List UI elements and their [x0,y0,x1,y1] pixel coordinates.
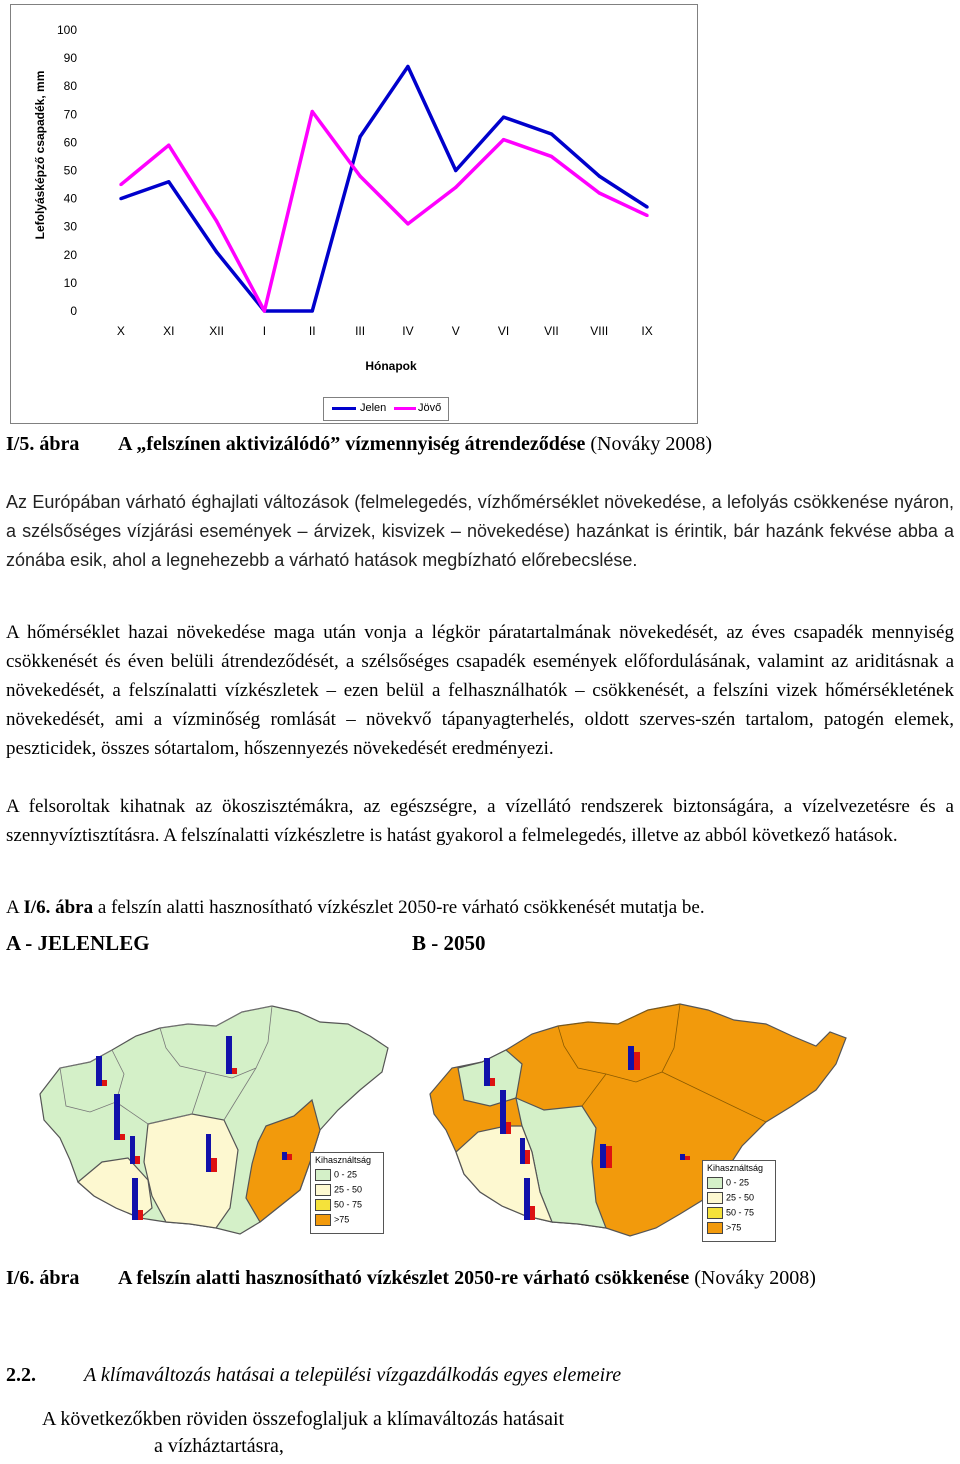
map-current-legend-title: Kihasználtság [315,1155,372,1165]
data-point [645,214,648,217]
data-point [311,110,314,113]
data-point [119,197,122,200]
legend-label-75: >75 [334,1214,350,1225]
data-point [358,175,361,178]
x-tick-label: VIII [590,324,609,338]
y-tick-label: 10 [63,275,77,290]
section-title: A klímaváltozás hatásai a települési vízgazdálkodás egyes elemeire [84,1364,622,1386]
legend-swatch-25-50 [315,1184,331,1196]
legend-label-0-25: 0 - 25 [726,1177,750,1188]
figure-5-title: A „felszínen aktivizálódó” vízmennyiség átrendeződése [118,433,586,455]
legend-label-50-75: 50 - 75 [726,1207,755,1218]
data-point [119,183,122,186]
series-line-jovo [121,111,647,311]
legend-label-jelen: Jelen [360,402,387,414]
data-point [454,169,457,172]
data-point [406,65,409,68]
legend-swatch-jelen [332,407,356,410]
data-point [502,116,505,119]
legend-swatch-75 [315,1214,331,1226]
legend-swatch-25-50 [707,1192,723,1204]
chart-legend [323,397,449,421]
data-point [215,250,218,253]
figure-6-caption [6,1264,954,1292]
map-2050-legend-row [707,1222,741,1234]
data-point [645,205,648,208]
figure-5-number: I/5. ábra [6,433,80,455]
data-point [406,222,409,225]
figure-ref-post: a felszín alatti hasznosítható vízkészlet 2050-re várható csökkenését mutatja be. [93,897,705,918]
y-tick-label: 80 [63,79,77,94]
x-tick-label: VII [544,324,559,338]
map-2050-legend-row [707,1192,754,1204]
legend-swatch-jovo [394,407,416,410]
figure-6-text [118,1264,954,1292]
map-current-drawing [20,1002,480,1242]
legend-label-50-75: 50 - 75 [334,1199,363,1210]
x-tick-label: X [116,324,125,338]
map-b-label: B - 2050 [412,931,486,955]
legend-swatch-0-25 [707,1177,723,1189]
map-current-legend-row [315,1199,362,1211]
chart-y-axis-label: Lefolyásképző csapadék, mm [33,70,47,240]
data-point [598,175,601,178]
x-tick-label: V [451,324,460,338]
figure-6-source: (Nováky 2008) [694,1267,816,1289]
figure-ref-link: I/6. ábra [23,897,94,918]
intro-line-1: A következőkben röviden összefoglaljuk a klímaváltozás hatásait [42,1408,565,1430]
legend-swatch-50-75 [315,1199,331,1211]
data-point [598,191,601,194]
data-point [167,180,170,183]
legend-swatch-50-75 [707,1207,723,1219]
section-number: 2.2. [6,1364,36,1386]
y-tick-label: 30 [63,219,77,234]
legend-swatch-0-25 [315,1169,331,1181]
legend-swatch-75 [707,1222,723,1234]
map-2050-legend [702,1160,776,1242]
map-2050-drawing [416,1002,886,1242]
map-current-legend-row [315,1169,357,1181]
x-tick-label: IV [402,324,414,338]
data-point [167,144,170,147]
paragraph-effects: A felsoroltak kihatnak az ökoszisztémákra, az egészségre, a vízellátó rendszerek biztonságára, a vízelvezetésre és a szennyvíztisztításra. A felszínalatti vízkészletre is hatást gyakorol a felmelegedés, illetve az abból következő hatások. [6,796,954,846]
x-tick-label: XII [209,324,224,338]
map-current-legend-row [315,1214,349,1226]
data-point [502,138,505,141]
y-tick-label: 40 [63,191,77,206]
figure-5-caption [6,430,954,458]
map-2050-legend-row [707,1177,749,1189]
y-tick-label: 100 [56,23,77,37]
figure-6-title: A felszín alatti hasznosítható vízkészlet 2050-re várható csökkenése [118,1267,690,1289]
y-tick-label: 0 [70,304,77,318]
legend-label-0-25: 0 - 25 [334,1169,358,1180]
map-current-legend [310,1152,384,1234]
series-line-jelen [121,67,647,311]
x-tick-label: VI [497,324,510,338]
figure-5-source: (Nováky 2008) [590,433,713,455]
legend-label-75: >75 [726,1222,742,1233]
legend-label-jovo: Jövő [418,402,442,414]
map-2050 [416,1002,886,1242]
data-point [263,309,266,312]
data-point [550,155,553,158]
data-point [311,309,314,312]
paragraph-figure-reference [6,893,954,922]
map-2050-legend-title: Kihasználtság [707,1163,764,1173]
x-tick-label: IX [641,324,653,338]
figure-6-number: I/6. ábra [6,1267,80,1289]
y-tick-label: 60 [63,135,77,150]
x-tick-label: II [308,324,316,338]
chart-x-axis-label: Hónapok [365,359,417,373]
legend-label-25-50: 25 - 50 [334,1184,363,1195]
paragraph-intro: Az Európában várható éghajlati változások (felmelegedés, vízhőmérséklet növekedése, a lefolyás csökkenése nyáron, a szélsőséges vízjárási események – árvizek, kisvizek – növekedése) hazánkat is érintik, bár hazánk fekvése abba a zónába esik, ahol a legnehezebb a várható hatások megbízható előrebecslése. [6,492,954,570]
figure-ref-pre: A [6,897,24,918]
map-2050-legend-row [707,1207,754,1219]
y-tick-label: 20 [63,247,77,262]
data-point [215,219,218,222]
data-point [454,186,457,189]
paragraph-temperature: A hőmérséklet hazai növekedése maga után vonja a légkör páratartalmának növekedését, az éves csapadék mennyiség csökkenését és éven belüli átrendeződését, a szélsőséges csapadék események előfordulásának, valamint az ariditásnak a növekedését, a felszínalatti vízkészletek – ezen belül a felhasználhatók – csökkenését, a felszíni vizek hőmérsékletének növekedését, ami a vízminőség romlását – növekvő tápanyagterhelés, oldott szerves-szén tartalom, patogén elemek, peszticidek, összes sótartalom, hőszennyezés növekedését eredményezi. [6,622,954,759]
y-tick-label: 70 [63,107,77,122]
x-tick-label: XI [163,324,175,338]
intro-line-2: a vízháztartásra, [154,1435,284,1457]
runoff-chart [10,4,698,424]
x-tick-label: I [262,324,267,338]
map-current-legend-row [315,1184,362,1196]
x-tick-label: III [355,324,366,338]
data-point [550,132,553,135]
legend-label-25-50: 25 - 50 [726,1192,755,1203]
map-a-label: A - JELENLEG [6,931,150,955]
map-current [20,1002,480,1242]
y-tick-label: 50 [63,163,77,178]
data-point [358,135,361,138]
y-tick-label: 90 [63,51,77,66]
